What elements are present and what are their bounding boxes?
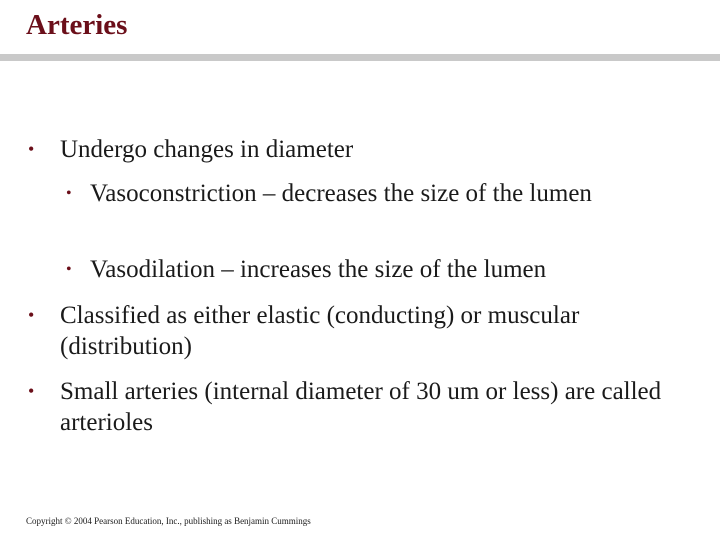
bullet-icon: • bbox=[28, 381, 35, 401]
bullet-icon: • bbox=[28, 139, 35, 159]
sub-bullet-item bbox=[66, 254, 706, 285]
bullet-icon: • bbox=[66, 261, 72, 278]
copyright-footer: Copyright © 2004 Pearson Education, Inc., publishing as Benjamin Cummings bbox=[26, 516, 311, 526]
bullet-text: Vasoconstriction – decreases the size of the lumen bbox=[90, 180, 592, 207]
bullet-text: Vasodilation – increases the size of the lumen bbox=[90, 256, 547, 283]
bullet-item bbox=[28, 134, 692, 165]
sub-bullet-item bbox=[66, 178, 706, 209]
bullet-item bbox=[28, 376, 692, 438]
slide-title: Arteries bbox=[26, 9, 128, 41]
bullet-text: Undergo changes in diameter bbox=[60, 136, 354, 163]
bullet-icon: • bbox=[66, 185, 72, 202]
bullet-icon: • bbox=[28, 305, 35, 325]
bullet-item bbox=[28, 300, 692, 362]
bullet-text: Small arteries (internal diameter of 30 um or less) are called arterioles bbox=[60, 378, 662, 436]
title-divider bbox=[0, 54, 720, 61]
bullet-text: Classified as either elastic (conducting) or muscular (distribution) bbox=[60, 302, 580, 360]
